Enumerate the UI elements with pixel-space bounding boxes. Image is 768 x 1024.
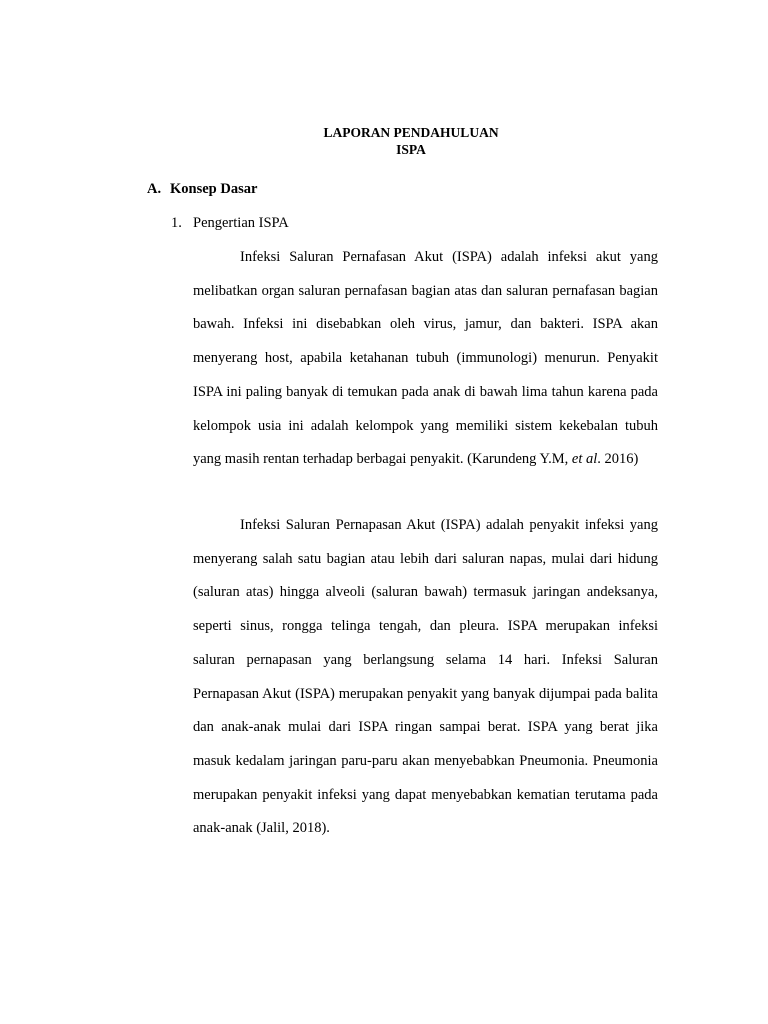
section-title: Konsep Dasar — [170, 181, 258, 197]
paragraph-definition-1 — [193, 241, 658, 477]
paragraph-1-text: Infeksi Saluran Pernafasan Akut (ISPA) adalah infeksi akut yang melibatkan organ saluran pernafasan bagian atas dan saluran pernafasan bagian bawah. Infeksi ini disebabkan oleh virus, jamur, dan bakteri. ISPA akan menyerang host, apabila ketahanan tubuh (immunologi) menurun. Penyakit ISPA ini paling banyak di temukan pada anak di bawah lima tahun karena pada kelompok usia ini adalah kelompok yang memiliki sistem kekebalan tubuh yang masih rentan terhadap berbagai penyakit. (Karundeng Y.M, — [193, 249, 658, 468]
citation-et-al: et al — [571, 451, 598, 468]
section-letter: A. — [147, 181, 162, 197]
document-subtitle: ISPA — [396, 142, 426, 157]
subsection-heading — [171, 214, 289, 232]
document-title: LAPORAN PENDAHULUAN — [323, 125, 499, 140]
section-heading — [147, 180, 257, 198]
subsection-number: 1. — [171, 215, 182, 231]
subsection-title: Pengertian ISPA — [193, 215, 289, 231]
paragraph-definition-2: Infeksi Saluran Pernapasan Akut (ISPA) adalah penyakit infeksi yang menyerang salah satu bagian atau lebih dari saluran napas, mulai dari hidung (saluran atas) hingga alveoli (saluran bawah) termasuk jaringan andeksanya, seperti sinus, rongga telinga tengah, dan pleura. ISPA merupakan infeksi saluran pernapasan yang berlangsung selama 14 hari. Infeksi Saluran Pernapasan Akut (ISPA) merupakan penyakit yang banyak dijumpai pada balita dan anak-anak mulai dari ISPA ringan sampai berat. ISPA yang berat jika masuk kedalam jaringan paru-paru akan menyebabkan Pneumonia. Pneumonia merupakan penyakit infeksi yang dapat menyebabkan kematian terutama pada anak-anak (Jalil, 2018). — [193, 517, 658, 837]
citation-year: . 2016) — [597, 451, 639, 468]
